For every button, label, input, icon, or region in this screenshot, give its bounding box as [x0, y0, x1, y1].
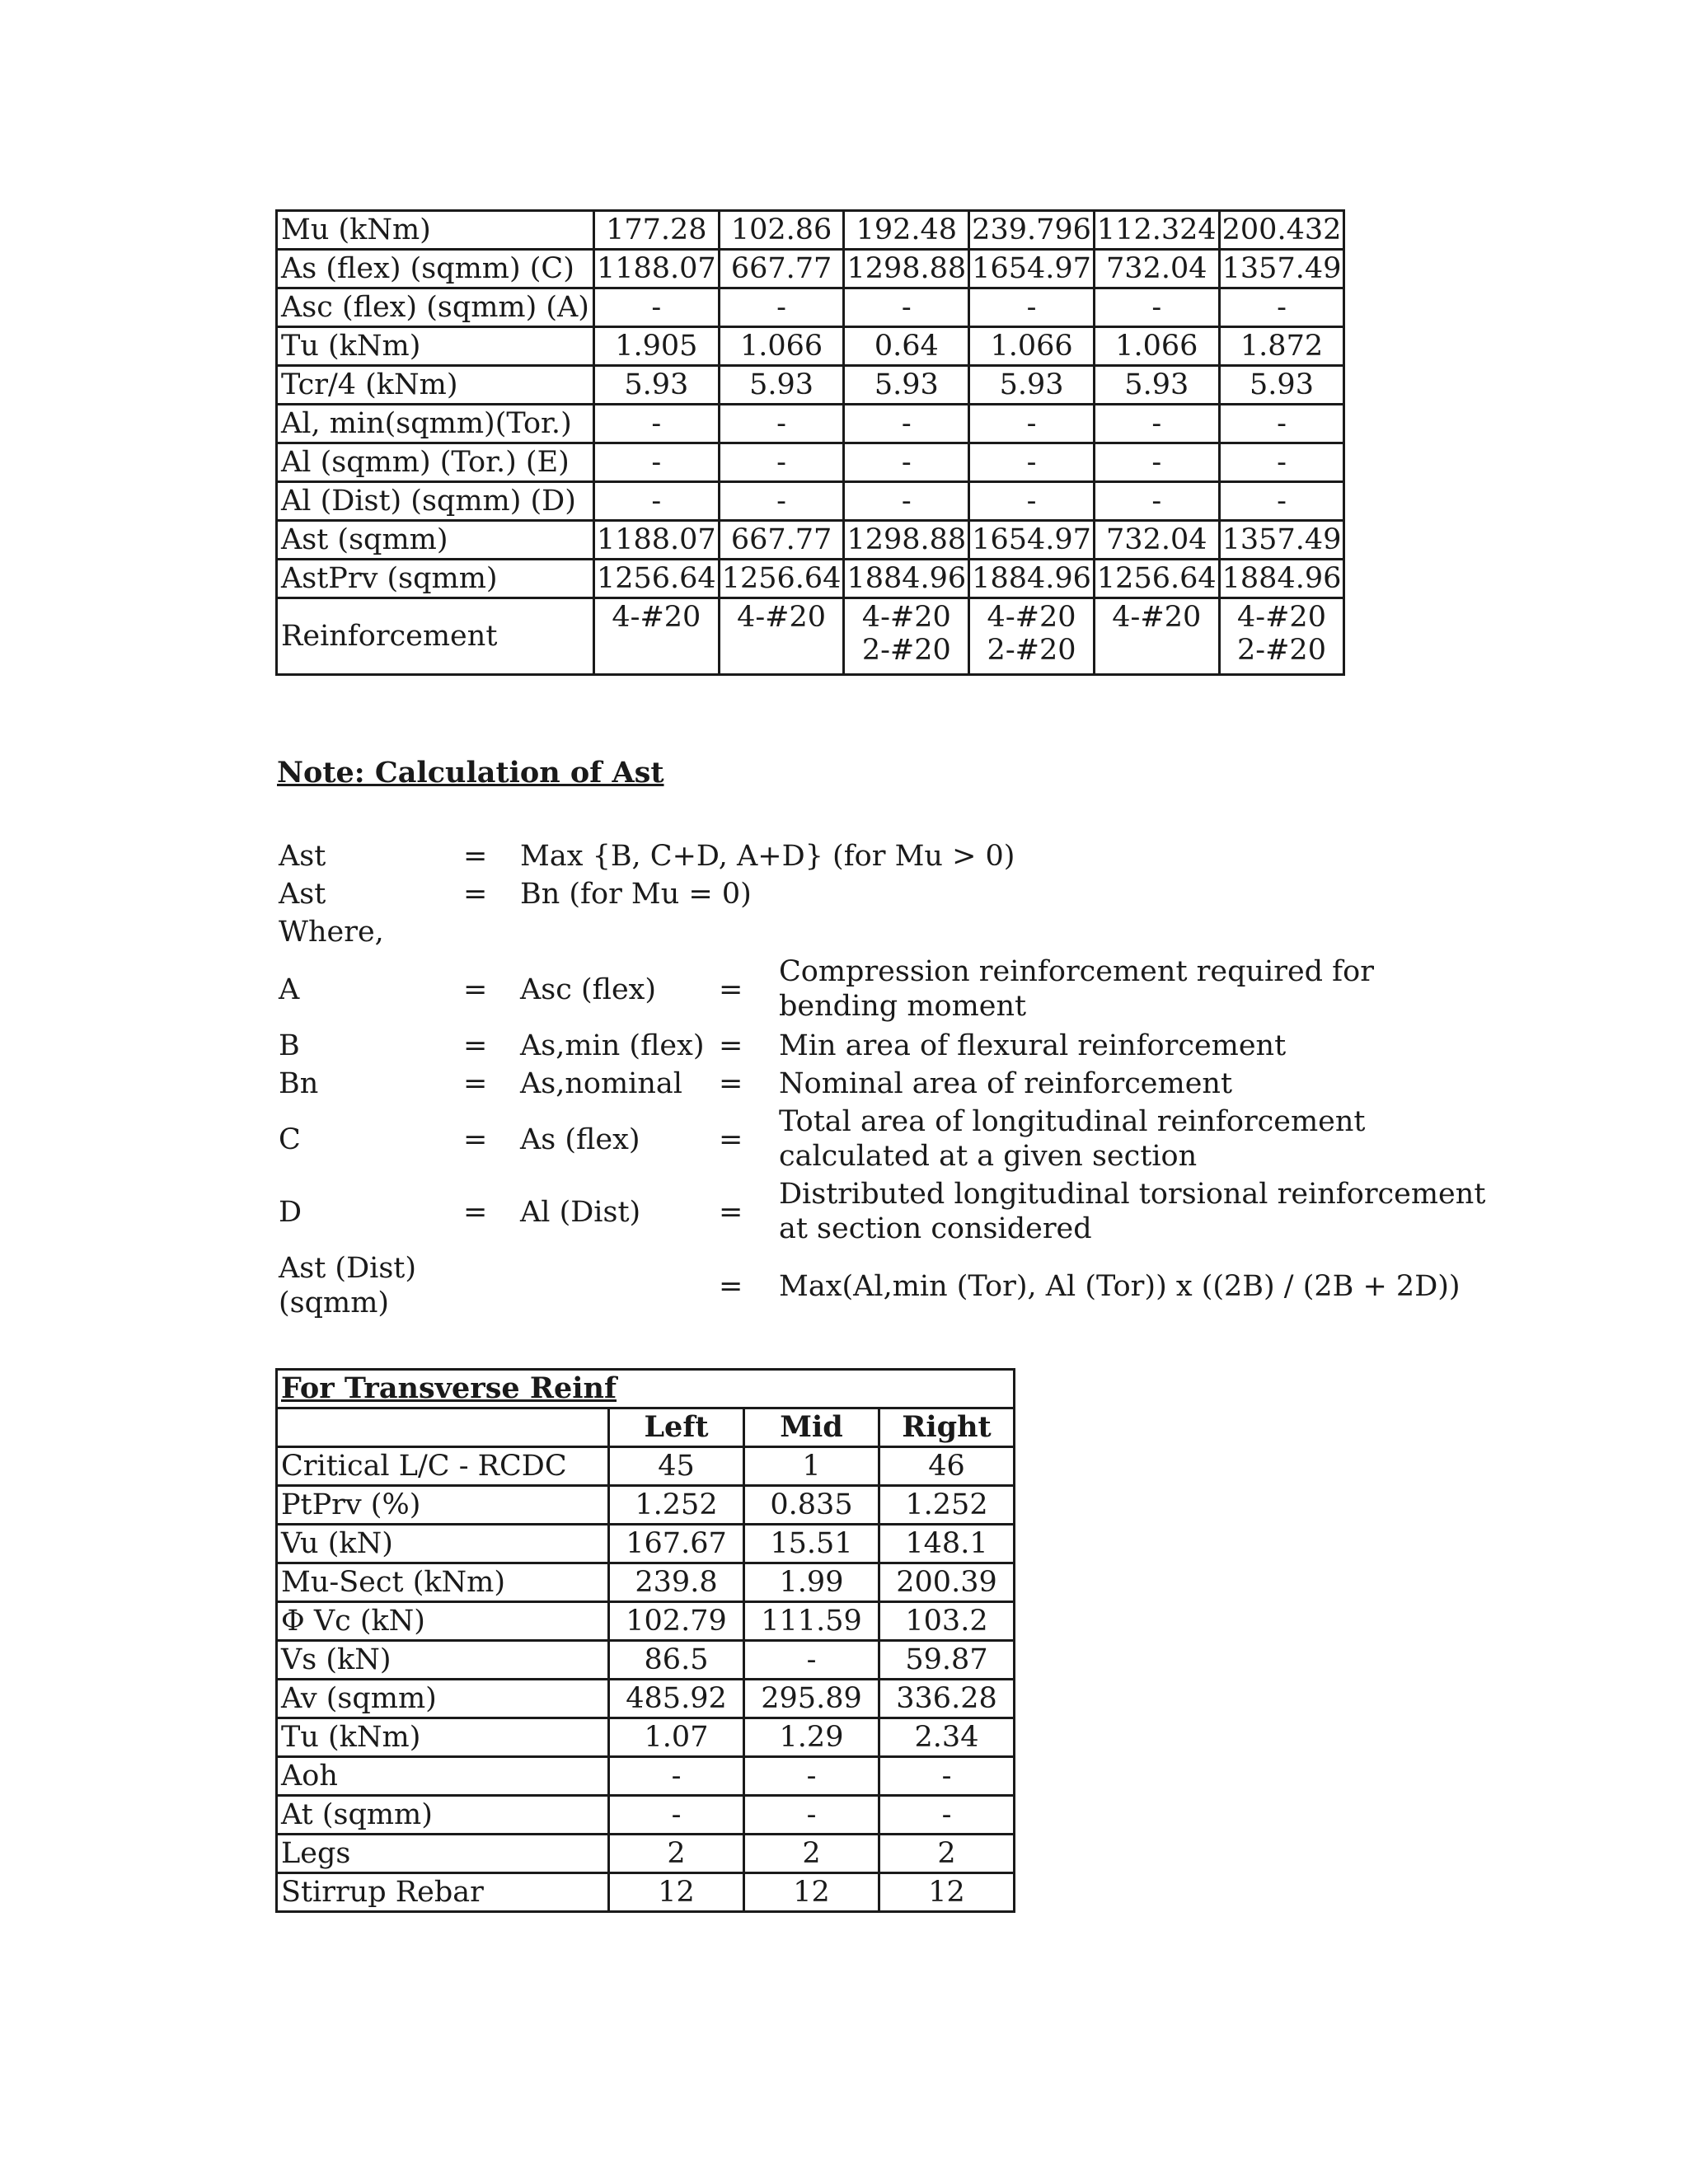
def-a-term: Asc (flex): [520, 973, 657, 1006]
table-cell: 0.64: [844, 327, 969, 366]
table-cell: 1357.49: [1219, 521, 1344, 560]
table-cell: -: [609, 1796, 744, 1835]
row-label: Stirrup Rebar: [277, 1873, 609, 1912]
table-cell: 1256.64: [719, 560, 844, 598]
table-row: [277, 1641, 1015, 1680]
where-label: Where,: [279, 916, 384, 949]
table-cell: 1.066: [969, 327, 1095, 366]
def-c-eq2: =: [719, 1123, 743, 1156]
reinforcement-cell: [719, 598, 844, 675]
transverse-reinf-table: [275, 1368, 1015, 1913]
table-cell: 103.2: [879, 1602, 1015, 1641]
table-cell: 2: [609, 1835, 744, 1873]
def-b-symbol: B: [279, 1029, 300, 1062]
table-cell: 5.93: [719, 366, 844, 405]
row-label: Tu (kNm): [277, 327, 594, 366]
table-cell: -: [609, 1757, 744, 1796]
table-cell: 2.34: [879, 1718, 1015, 1757]
def-b-term: As,min (flex): [520, 1029, 705, 1062]
table-cell: 15.51: [744, 1525, 879, 1563]
table-cell: 1298.88: [844, 521, 969, 560]
table-cell: 5.93: [969, 366, 1095, 405]
table-row: [277, 443, 1344, 482]
row-label: Al (sqmm) (Tor.) (E): [277, 443, 594, 482]
ast-rhs-2: Bn (for Mu = 0): [520, 878, 752, 911]
table-cell: -: [969, 443, 1095, 482]
table-cell: 1.066: [1094, 327, 1219, 366]
table-cell: -: [969, 482, 1095, 521]
reinforcement-cell: [1094, 598, 1219, 675]
def-d-desc-1: Distributed longitudinal torsional reinforcement: [779, 1178, 1486, 1211]
table-cell: -: [744, 1641, 879, 1680]
table-cell: 1884.96: [844, 560, 969, 598]
ast-lhs-1: Ast: [279, 840, 326, 873]
reinforcement-row: [277, 598, 1344, 675]
table-cell: 239.8: [609, 1563, 744, 1602]
table-cell: 1654.97: [969, 250, 1095, 288]
table-cell: 200.39: [879, 1563, 1015, 1602]
trans-table-title: For Transverse Reinf: [277, 1370, 1015, 1408]
table-cell: 1.872: [1219, 327, 1344, 366]
table-cell: 167.67: [609, 1525, 744, 1563]
def-d-eq2: =: [719, 1196, 743, 1229]
table-cell: 45: [609, 1447, 744, 1486]
reinforcement-cell: [844, 598, 969, 675]
trans-header-left: Left: [609, 1408, 744, 1447]
table-row: [277, 250, 1344, 288]
table-row: [277, 482, 1344, 521]
table-row: [277, 1486, 1015, 1525]
def-c-symbol: C: [279, 1123, 301, 1156]
table-cell: 59.87: [879, 1641, 1015, 1680]
table-cell: -: [719, 288, 844, 327]
def-a-eq2: =: [719, 973, 743, 1006]
rebar-spec: 4-#20: [861, 601, 951, 634]
table-cell: 295.89: [744, 1680, 879, 1718]
flexure-table: [275, 209, 1345, 676]
ast-rhs-1: Max {B, C+D, A+D} (for Mu > 0): [520, 840, 1015, 873]
def-bn-symbol: Bn: [279, 1067, 319, 1100]
def-d-term: Al (Dist): [520, 1196, 641, 1229]
table-row: [277, 1602, 1015, 1641]
table-cell: 111.59: [744, 1602, 879, 1641]
table-cell: -: [879, 1757, 1015, 1796]
table-row: [277, 1447, 1015, 1486]
table-cell: 1884.96: [1219, 560, 1344, 598]
table-cell: 1.99: [744, 1563, 879, 1602]
def-d-symbol: D: [279, 1196, 302, 1229]
table-cell: 485.92: [609, 1680, 744, 1718]
flexure-table-body: [277, 211, 1344, 675]
trans-header-blank: [277, 1408, 609, 1447]
table-cell: 12: [879, 1873, 1015, 1912]
row-label: Aoh: [277, 1757, 609, 1796]
row-label: Mu-Sect (kNm): [277, 1563, 609, 1602]
table-cell: 12: [609, 1873, 744, 1912]
row-label: Φ Vc (kN): [277, 1602, 609, 1641]
def-a-symbol: A: [279, 973, 300, 1006]
reinforcement-cell: [593, 598, 719, 675]
row-label: Tu (kNm): [277, 1718, 609, 1757]
reinforcement-cell: [969, 598, 1095, 675]
table-cell: 2: [744, 1835, 879, 1873]
rebar-spec: 4-#20: [612, 601, 701, 634]
table-cell: 2: [879, 1835, 1015, 1873]
table-cell: -: [969, 288, 1095, 327]
table-cell: -: [844, 405, 969, 443]
table-cell: -: [744, 1796, 879, 1835]
table-cell: -: [969, 405, 1095, 443]
table-cell: -: [593, 288, 719, 327]
table-row: [277, 1525, 1015, 1563]
def-bn-desc: Nominal area of reinforcement: [779, 1067, 1233, 1100]
table-cell: -: [1094, 405, 1219, 443]
reinforcement-cell: [1219, 598, 1344, 675]
table-cell: 5.93: [844, 366, 969, 405]
table-cell: 46: [879, 1447, 1015, 1486]
table-cell: 667.77: [719, 521, 844, 560]
row-label: Mu (kNm): [277, 211, 594, 250]
table-cell: 1: [744, 1447, 879, 1486]
def-b-eq: =: [463, 1029, 488, 1062]
row-label: As (flex) (sqmm) (C): [277, 250, 594, 288]
table-cell: 148.1: [879, 1525, 1015, 1563]
table-cell: -: [719, 405, 844, 443]
table-row: [277, 560, 1344, 598]
def-a-desc-2: bending moment: [779, 990, 1027, 1023]
table-cell: -: [844, 482, 969, 521]
row-label: Al, min(sqmm)(Tor.): [277, 405, 594, 443]
row-label: Ast (sqmm): [277, 521, 594, 560]
table-cell: 192.48: [844, 211, 969, 250]
table-cell: 1256.64: [1094, 560, 1219, 598]
table-row: [277, 366, 1344, 405]
rebar-spec: 4-#20: [1112, 601, 1202, 634]
note-title: Note: Calculation of Ast: [277, 756, 664, 790]
table-cell: 102.79: [609, 1602, 744, 1641]
table-cell: -: [1219, 443, 1344, 482]
def-bn-eq: =: [463, 1067, 488, 1100]
table-cell: 102.86: [719, 211, 844, 250]
table-cell: 1884.96: [969, 560, 1095, 598]
table-cell: -: [1094, 443, 1219, 482]
def-bn-eq2: =: [719, 1067, 743, 1100]
table-cell: 1188.07: [593, 250, 719, 288]
row-label: Al (Dist) (sqmm) (D): [277, 482, 594, 521]
table-cell: 1.066: [719, 327, 844, 366]
row-label: At (sqmm): [277, 1796, 609, 1835]
table-row: [277, 1835, 1015, 1873]
row-label: PtPrv (%): [277, 1486, 609, 1525]
row-label: Asc (flex) (sqmm) (A): [277, 288, 594, 327]
table-cell: 5.93: [1094, 366, 1219, 405]
trans-header-right: Right: [879, 1408, 1015, 1447]
table-cell: 12: [744, 1873, 879, 1912]
table-cell: 177.28: [593, 211, 719, 250]
table-cell: 200.432: [1219, 211, 1344, 250]
table-cell: -: [593, 405, 719, 443]
row-label: AstPrv (sqmm): [277, 560, 594, 598]
row-label: Tcr/4 (kNm): [277, 366, 594, 405]
rebar-spec: 2-#20: [861, 634, 951, 667]
table-cell: -: [744, 1757, 879, 1796]
table-row: [277, 405, 1344, 443]
table-cell: 732.04: [1094, 250, 1219, 288]
row-label: Av (sqmm): [277, 1680, 609, 1718]
table-cell: 732.04: [1094, 521, 1219, 560]
table-row: [277, 327, 1344, 366]
table-cell: -: [844, 443, 969, 482]
ast-dist-lhs-1: Ast (Dist): [279, 1252, 417, 1285]
trans-title-row: [277, 1370, 1015, 1408]
table-cell: 1.07: [609, 1718, 744, 1757]
table-cell: -: [1219, 405, 1344, 443]
rebar-spec: 4-#20: [987, 601, 1076, 634]
def-d-eq: =: [463, 1196, 488, 1229]
ast-eq-2: =: [463, 878, 488, 911]
table-row: [277, 1757, 1015, 1796]
ast-eq-1: =: [463, 840, 488, 873]
table-cell: 1256.64: [593, 560, 719, 598]
table-cell: 86.5: [609, 1641, 744, 1680]
def-a-eq: =: [463, 973, 488, 1006]
table-cell: 1.252: [609, 1486, 744, 1525]
table-cell: -: [879, 1796, 1015, 1835]
table-row: [277, 521, 1344, 560]
rebar-spec: 2-#20: [987, 634, 1076, 667]
table-cell: 1298.88: [844, 250, 969, 288]
table-cell: -: [844, 288, 969, 327]
table-cell: -: [719, 443, 844, 482]
table-cell: 5.93: [1219, 366, 1344, 405]
rebar-spec: 2-#20: [1237, 634, 1326, 667]
table-cell: 1188.07: [593, 521, 719, 560]
def-c-eq: =: [463, 1123, 488, 1156]
def-c-desc-1: Total area of longitudinal reinforcement: [779, 1105, 1366, 1138]
row-label: Vu (kN): [277, 1525, 609, 1563]
table-row: [277, 288, 1344, 327]
table-cell: -: [719, 482, 844, 521]
row-label: Vs (kN): [277, 1641, 609, 1680]
rebar-spec: 4-#20: [1237, 601, 1326, 634]
row-label: Critical L/C - RCDC: [277, 1447, 609, 1486]
ast-dist-eq: =: [719, 1270, 743, 1303]
table-row: [277, 1718, 1015, 1757]
table-cell: 336.28: [879, 1680, 1015, 1718]
ast-dist-rhs: Max(Al,min (Tor), Al (Tor)) x ((2B) / (2B + 2D)): [779, 1270, 1461, 1303]
reinforcement-label: Reinforcement: [277, 598, 594, 675]
table-cell: 5.93: [593, 366, 719, 405]
transverse-reinf-table-body: [277, 1370, 1015, 1912]
table-cell: 1357.49: [1219, 250, 1344, 288]
ast-dist-lhs-2: (sqmm): [279, 1286, 390, 1319]
table-cell: 1.252: [879, 1486, 1015, 1525]
rebar-spec: 4-#20: [737, 601, 827, 634]
table-cell: -: [593, 443, 719, 482]
def-c-desc-2: calculated at a given section: [779, 1140, 1198, 1173]
table-cell: 239.796: [969, 211, 1095, 250]
table-cell: 1.29: [744, 1718, 879, 1757]
table-row: [277, 1563, 1015, 1602]
def-d-desc-2: at section considered: [779, 1212, 1092, 1245]
table-row: [277, 1873, 1015, 1912]
table-row: [277, 1680, 1015, 1718]
table-cell: 0.835: [744, 1486, 879, 1525]
table-cell: -: [1219, 288, 1344, 327]
table-row: [277, 211, 1344, 250]
ast-lhs-2: Ast: [279, 878, 326, 911]
table-cell: 112.324: [1094, 211, 1219, 250]
row-label: Legs: [277, 1835, 609, 1873]
table-cell: -: [1094, 482, 1219, 521]
table-cell: -: [593, 482, 719, 521]
def-b-desc: Min area of flexural reinforcement: [779, 1029, 1287, 1062]
def-a-desc-1: Compression reinforcement required for: [779, 955, 1374, 988]
trans-header-row: [277, 1408, 1015, 1447]
table-cell: -: [1219, 482, 1344, 521]
table-cell: 1.905: [593, 327, 719, 366]
table-row: [277, 1796, 1015, 1835]
table-cell: 1654.97: [969, 521, 1095, 560]
def-b-eq2: =: [719, 1029, 743, 1062]
table-cell: 667.77: [719, 250, 844, 288]
def-c-term: As (flex): [520, 1123, 640, 1156]
trans-header-mid: Mid: [744, 1408, 879, 1447]
def-bn-term: As,nominal: [520, 1067, 682, 1100]
table-cell: -: [1094, 288, 1219, 327]
